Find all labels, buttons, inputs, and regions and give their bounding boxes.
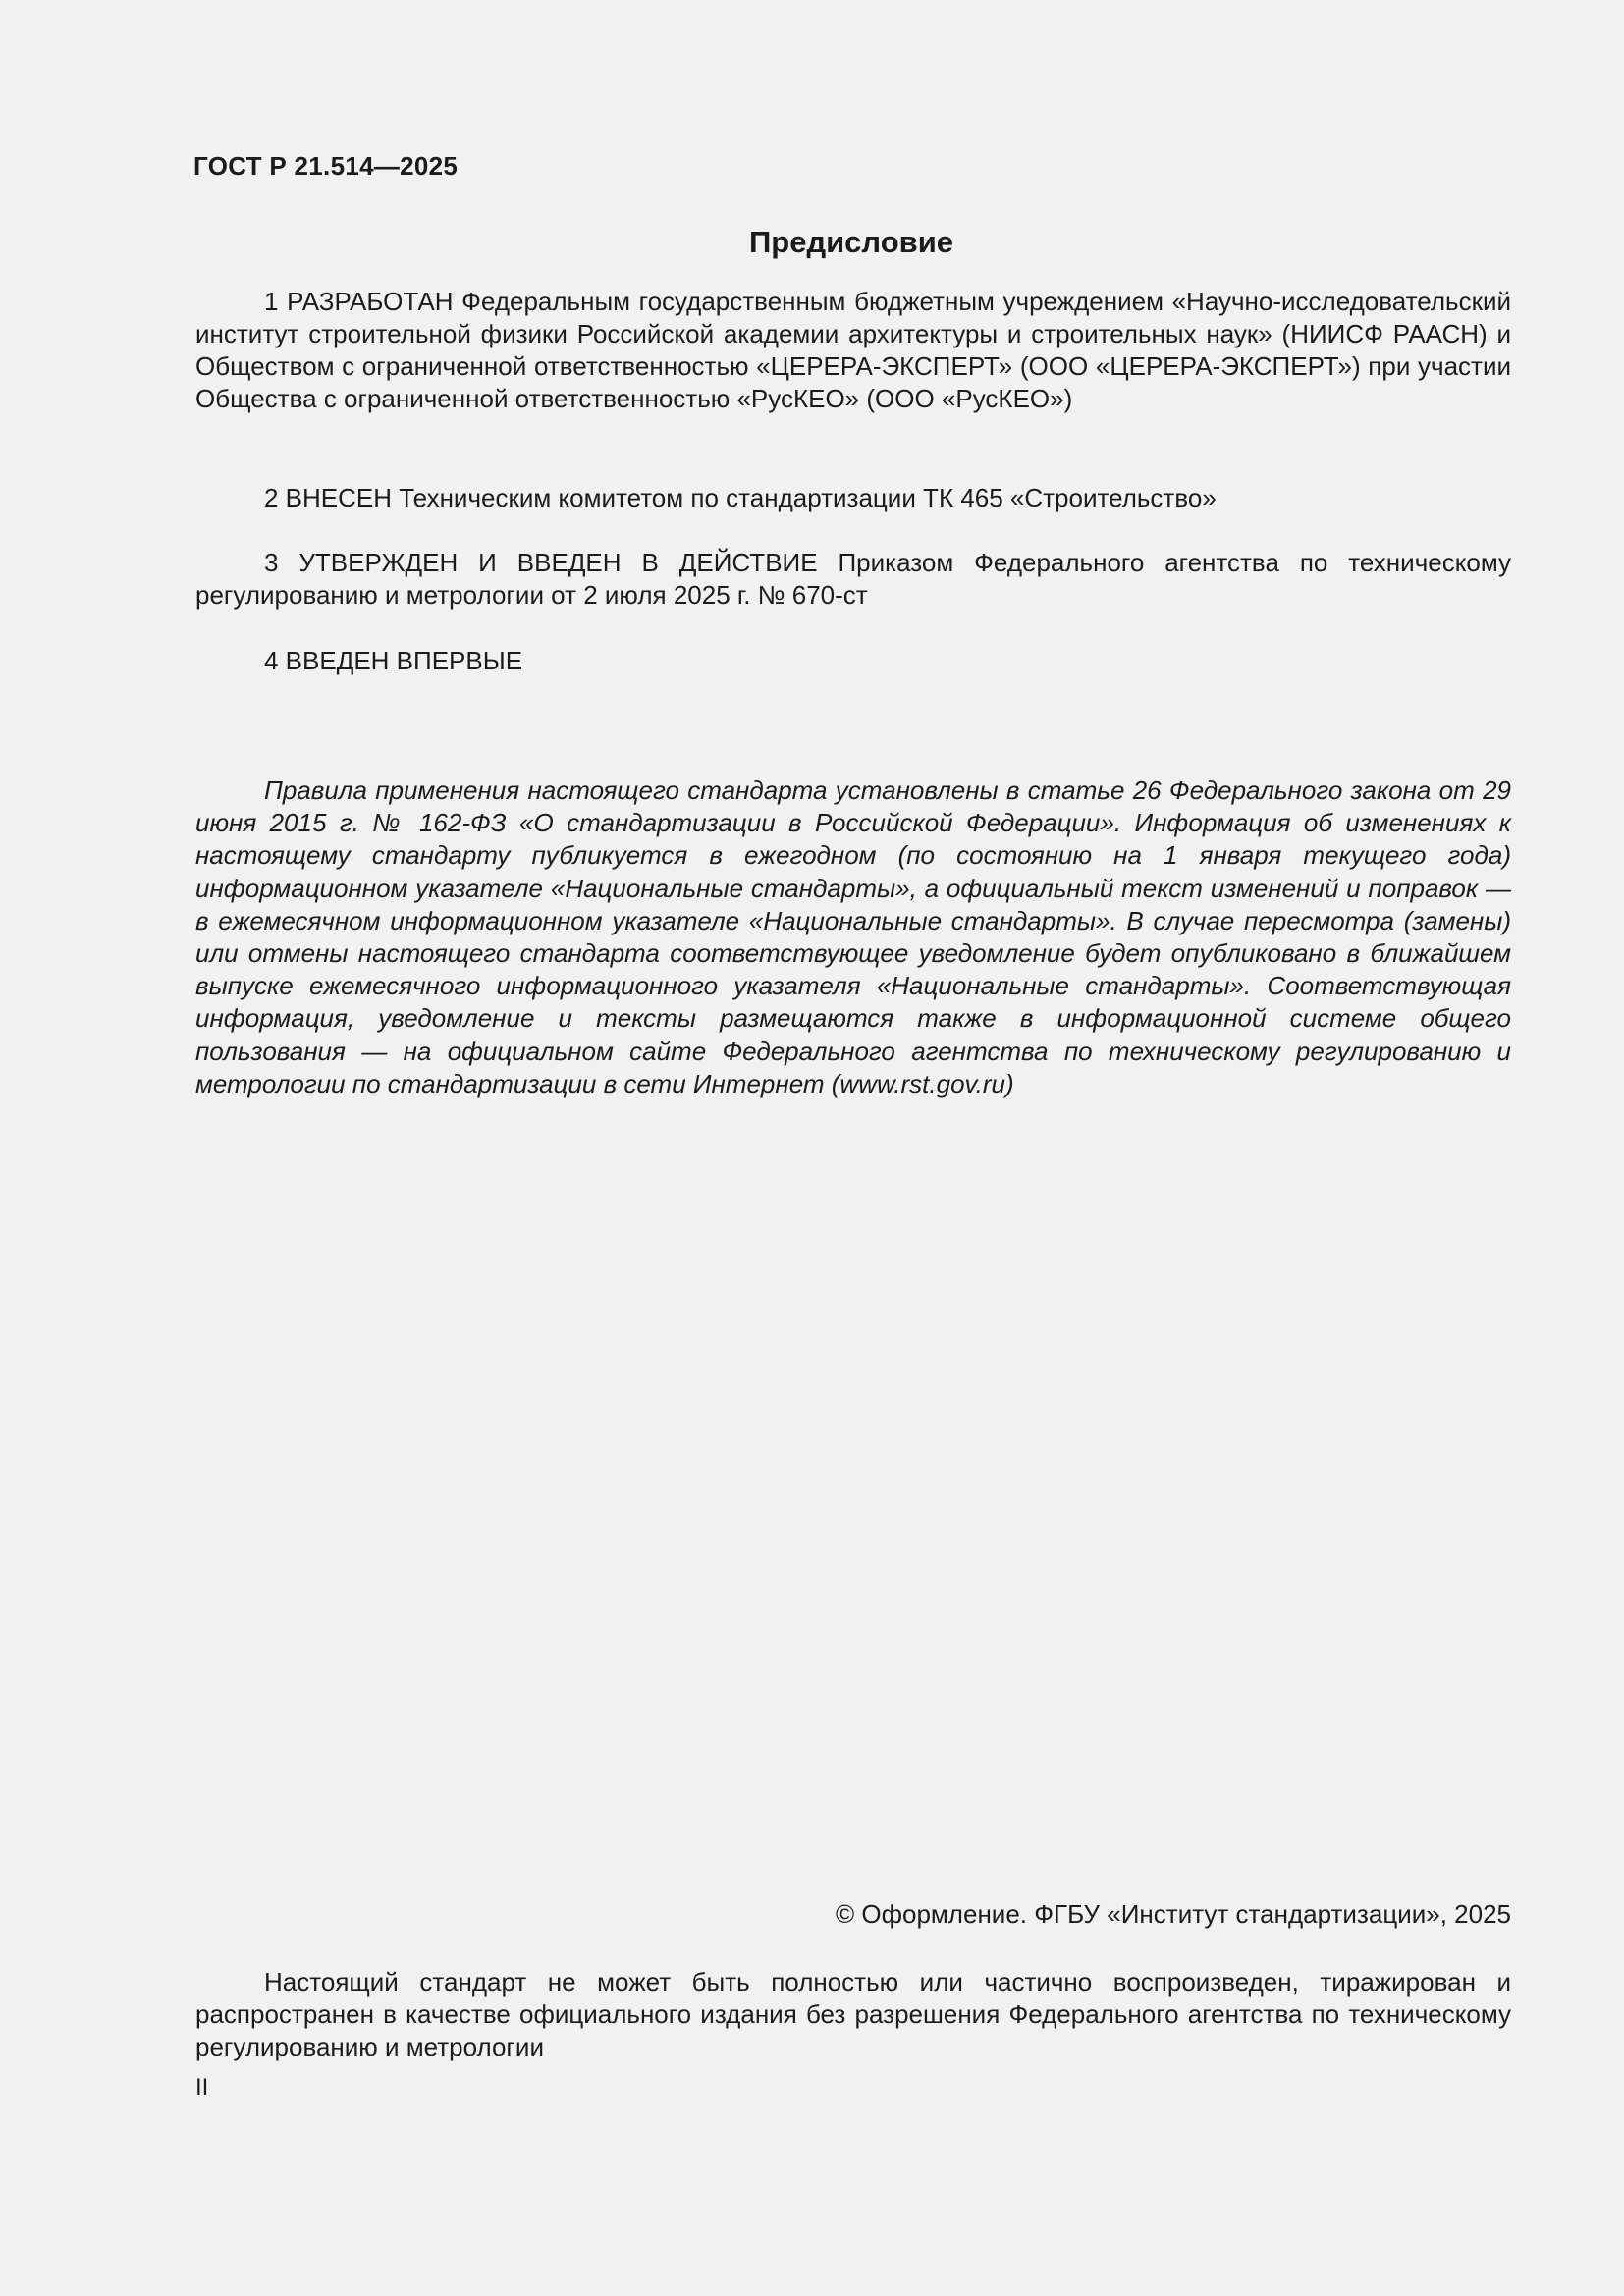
paragraph-developed-by: 1 РАЗРАБОТАН Федеральным государственным бюджетным учреждением «Научно-исследовательский институт строительной физики Российской академии архитектуры и строительных наук» (НИИСФ РААСН) и Обществом с ограниченной ответственностью «ЦЕРЕРА-ЭКСПЕРТ» (ООО «ЦЕРЕРА-ЭКСПЕРТ») при участии Общества с ограниченной ответственностью «РусКЕО» (ООО «РусКЕО») [195,287,1511,413]
section-title: Предисловие [748,225,953,259]
paragraph-approved: 3 УТВЕРЖДЕН И ВВЕДЕН В ДЕЙСТВИЕ Приказом Федерального агентства по техническому регулированию и метрологии от 2 июля 2025 г. № 670-ст [195,548,1511,610]
copyright-line: © Оформление. ФГБУ «Институт стандартизации», 2025 [836,1899,1511,1929]
rules-of-application-note: Правила применения настоящего стандарта установлены в статье 26 Федерального закона от 29 июня 2015 г. № 162-ФЗ «О стандартизации в Российской Федерации». Информация об изменениях к настоящему стандарту публикуется в ежегодном (по состоянию на 1 января текущего года) информационном указателе «Национальные стандарты», а официальный текст изменений и поправок — в ежемесячном информационном указателе «Национальные стандарты». В случае пересмотра (замены) или отмены настоящего стандарта соответствующее уведомление будет опубликовано в ближайшем выпуске ежемесячного информационного указателя «Национальные стандарты». Соответствующая информация, уведомление и тексты размещаются также в информационной системе общего пользования — на официальном сайте Федерального агентства по техническому регулированию и метрологии по стандартизации в сети Интернет (www.rst.gov.ru) [195,775,1511,1098]
page-number: II [195,2074,209,2101]
document-code: ГОСТ Р 21.514—2025 [193,151,459,181]
paragraph-first-introduced: 4 ВВЕДЕН ВПЕРВЫЕ [264,646,523,675]
reproduction-notice: Настоящий стандарт не может быть полностью или частично воспроизведен, тиражирован и распространен в качестве официального издания без разрешения Федерального агентства по техническому регулированию и метрологии [195,1967,1511,2061]
paragraph-introduced-by: 2 ВНЕСЕН Техническим комитетом по стандартизации ТК 465 «Строительство» [264,483,1217,512]
